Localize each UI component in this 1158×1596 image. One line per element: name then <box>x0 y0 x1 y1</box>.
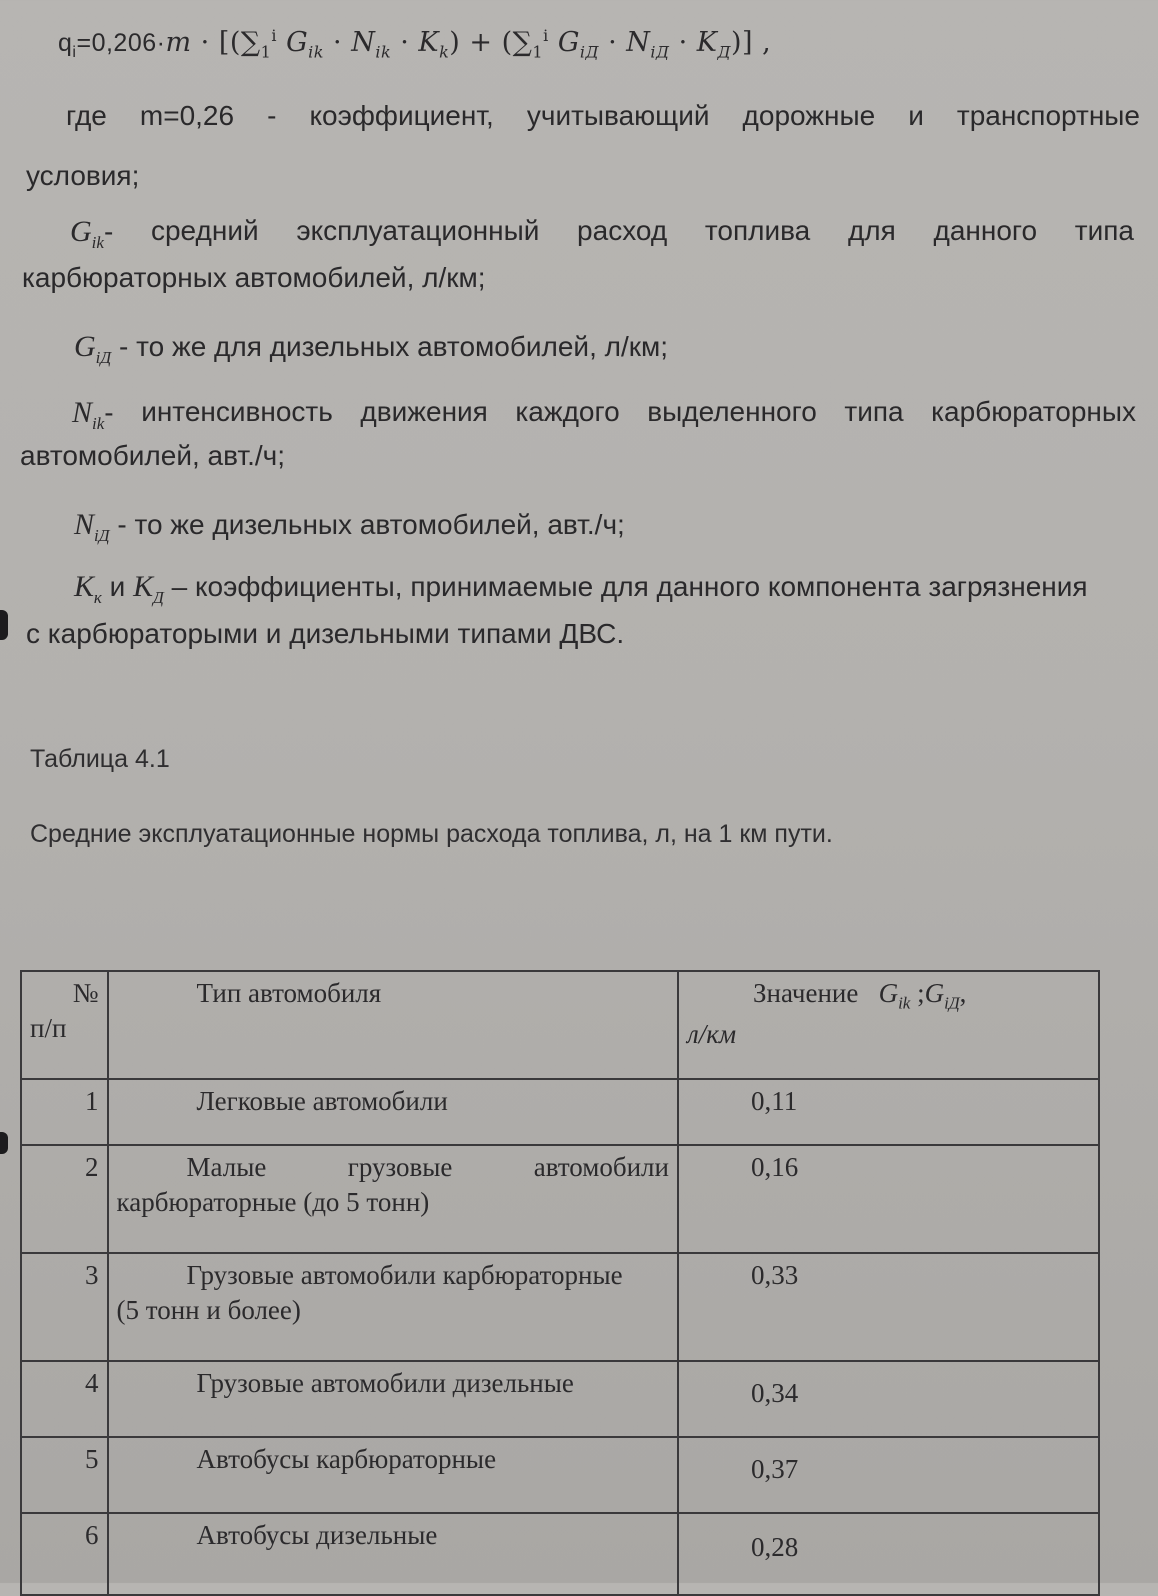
page-edge-mark <box>0 610 8 640</box>
header-num-label: № <box>72 978 99 1008</box>
definition-gik-line-1: $G_{ik}-$ средний эксплуатационный расход топлива для данного типа <box>70 215 1134 252</box>
nik-symbol: $N_{ik}$ <box>72 396 105 433</box>
table-row <box>21 1361 1099 1437</box>
kk-symbol: $К_к$ <box>74 570 102 607</box>
definition-gik-line-2: карбюраторных автомобилей, л/км; <box>22 262 486 293</box>
header-num-sub-label: п/п <box>30 1013 67 1043</box>
table-row <box>21 1253 1099 1361</box>
nid-symbol: $N_{iД}$ <box>74 508 110 545</box>
table-title: Средние эксплуатационные нормы расхода топлива, л, на 1 км пути. <box>30 820 833 848</box>
row-value: 0,28 <box>678 1513 1099 1595</box>
definition-nid: $N_{iД}$ - то же дизельных автомобилей, авт./ч; <box>74 508 625 545</box>
row-value: 0,34 <box>678 1361 1099 1437</box>
row-value: 0,11 <box>678 1079 1099 1145</box>
row-num: 6 <box>21 1513 108 1595</box>
header-num-cell <box>21 971 108 1079</box>
table-header-row <box>21 971 1099 1079</box>
gik-symbol: $G_{ik}$ <box>70 215 104 252</box>
definition-k-line-1: $К_к$ и $К_Д$ – коэффициенты, принимаемые для данного компонента загрязнения <box>74 570 1088 607</box>
row-num: 3 <box>21 1253 108 1361</box>
row-num: 5 <box>21 1437 108 1513</box>
row-type: Легковые автомобили <box>108 1079 678 1145</box>
emission-formula: $q_i=0,206\cdot m \cdot [(\sum_1^i$ $G_{ik} \cdot N_{ik} \cdot K_k) + (\sum_1^i$ $G_{iД} \cdot N_{iД} \cdot K_Д$)] , <box>58 26 772 62</box>
header-value-cell <box>678 971 1099 1079</box>
row-num: 4 <box>21 1361 108 1437</box>
definition-nik-line-2: автомобилей, авт./ч; <box>20 440 286 471</box>
table-row <box>21 1079 1099 1145</box>
table-row <box>21 1437 1099 1513</box>
row-value: 0,37 <box>678 1437 1099 1513</box>
header-type-cell <box>108 971 678 1079</box>
row-value: 0,16 <box>678 1145 1099 1253</box>
row-value: 0,33 <box>678 1253 1099 1361</box>
definition-gid: $G_{iД}$ - то же для дизельных автомобилей, л/км; <box>74 330 669 367</box>
definition-m-line-2: условия; <box>26 160 140 191</box>
header-type-label: Тип автомобиля <box>196 978 382 1008</box>
gid-symbol: $G_{iД}$ <box>74 330 112 367</box>
definition-k-line-2: с карбюраторыми и дизельными типами ДВС. <box>26 618 625 649</box>
kd-symbol: $К_Д$ <box>133 570 164 607</box>
row-num: 1 <box>21 1079 108 1145</box>
fuel-consumption-table <box>20 970 1100 1596</box>
definition-nik-line-1: $N_{ik}-$ интенсивность движения каждого выделенного типа карбюраторных <box>72 396 1136 433</box>
row-type: Автобусы дизельные <box>108 1513 678 1595</box>
table-number: Таблица 4.1 <box>30 745 170 773</box>
row-type: Грузовые автомобили дизельные <box>108 1361 678 1437</box>
header-value-unit: л/км <box>687 1019 737 1050</box>
header-value-label: Значение $G_{ik}$ $;G_{iД}$, <box>753 978 967 1013</box>
row-num: 2 <box>21 1145 108 1253</box>
page-edge-mark <box>0 1132 8 1154</box>
definition-m-line-1: где m=0,26 - коэффициент, учитывающий дорожные и транспортные <box>66 100 1140 131</box>
row-type: Автобусы карбюраторные <box>108 1437 678 1513</box>
row-type: Грузовые автомобили карбюраторные (5 тонн и более) <box>108 1253 678 1361</box>
table-row <box>21 1145 1099 1253</box>
row-type: Малые грузовые автомобили карбюраторные (до 5 тонн) <box>108 1145 678 1253</box>
